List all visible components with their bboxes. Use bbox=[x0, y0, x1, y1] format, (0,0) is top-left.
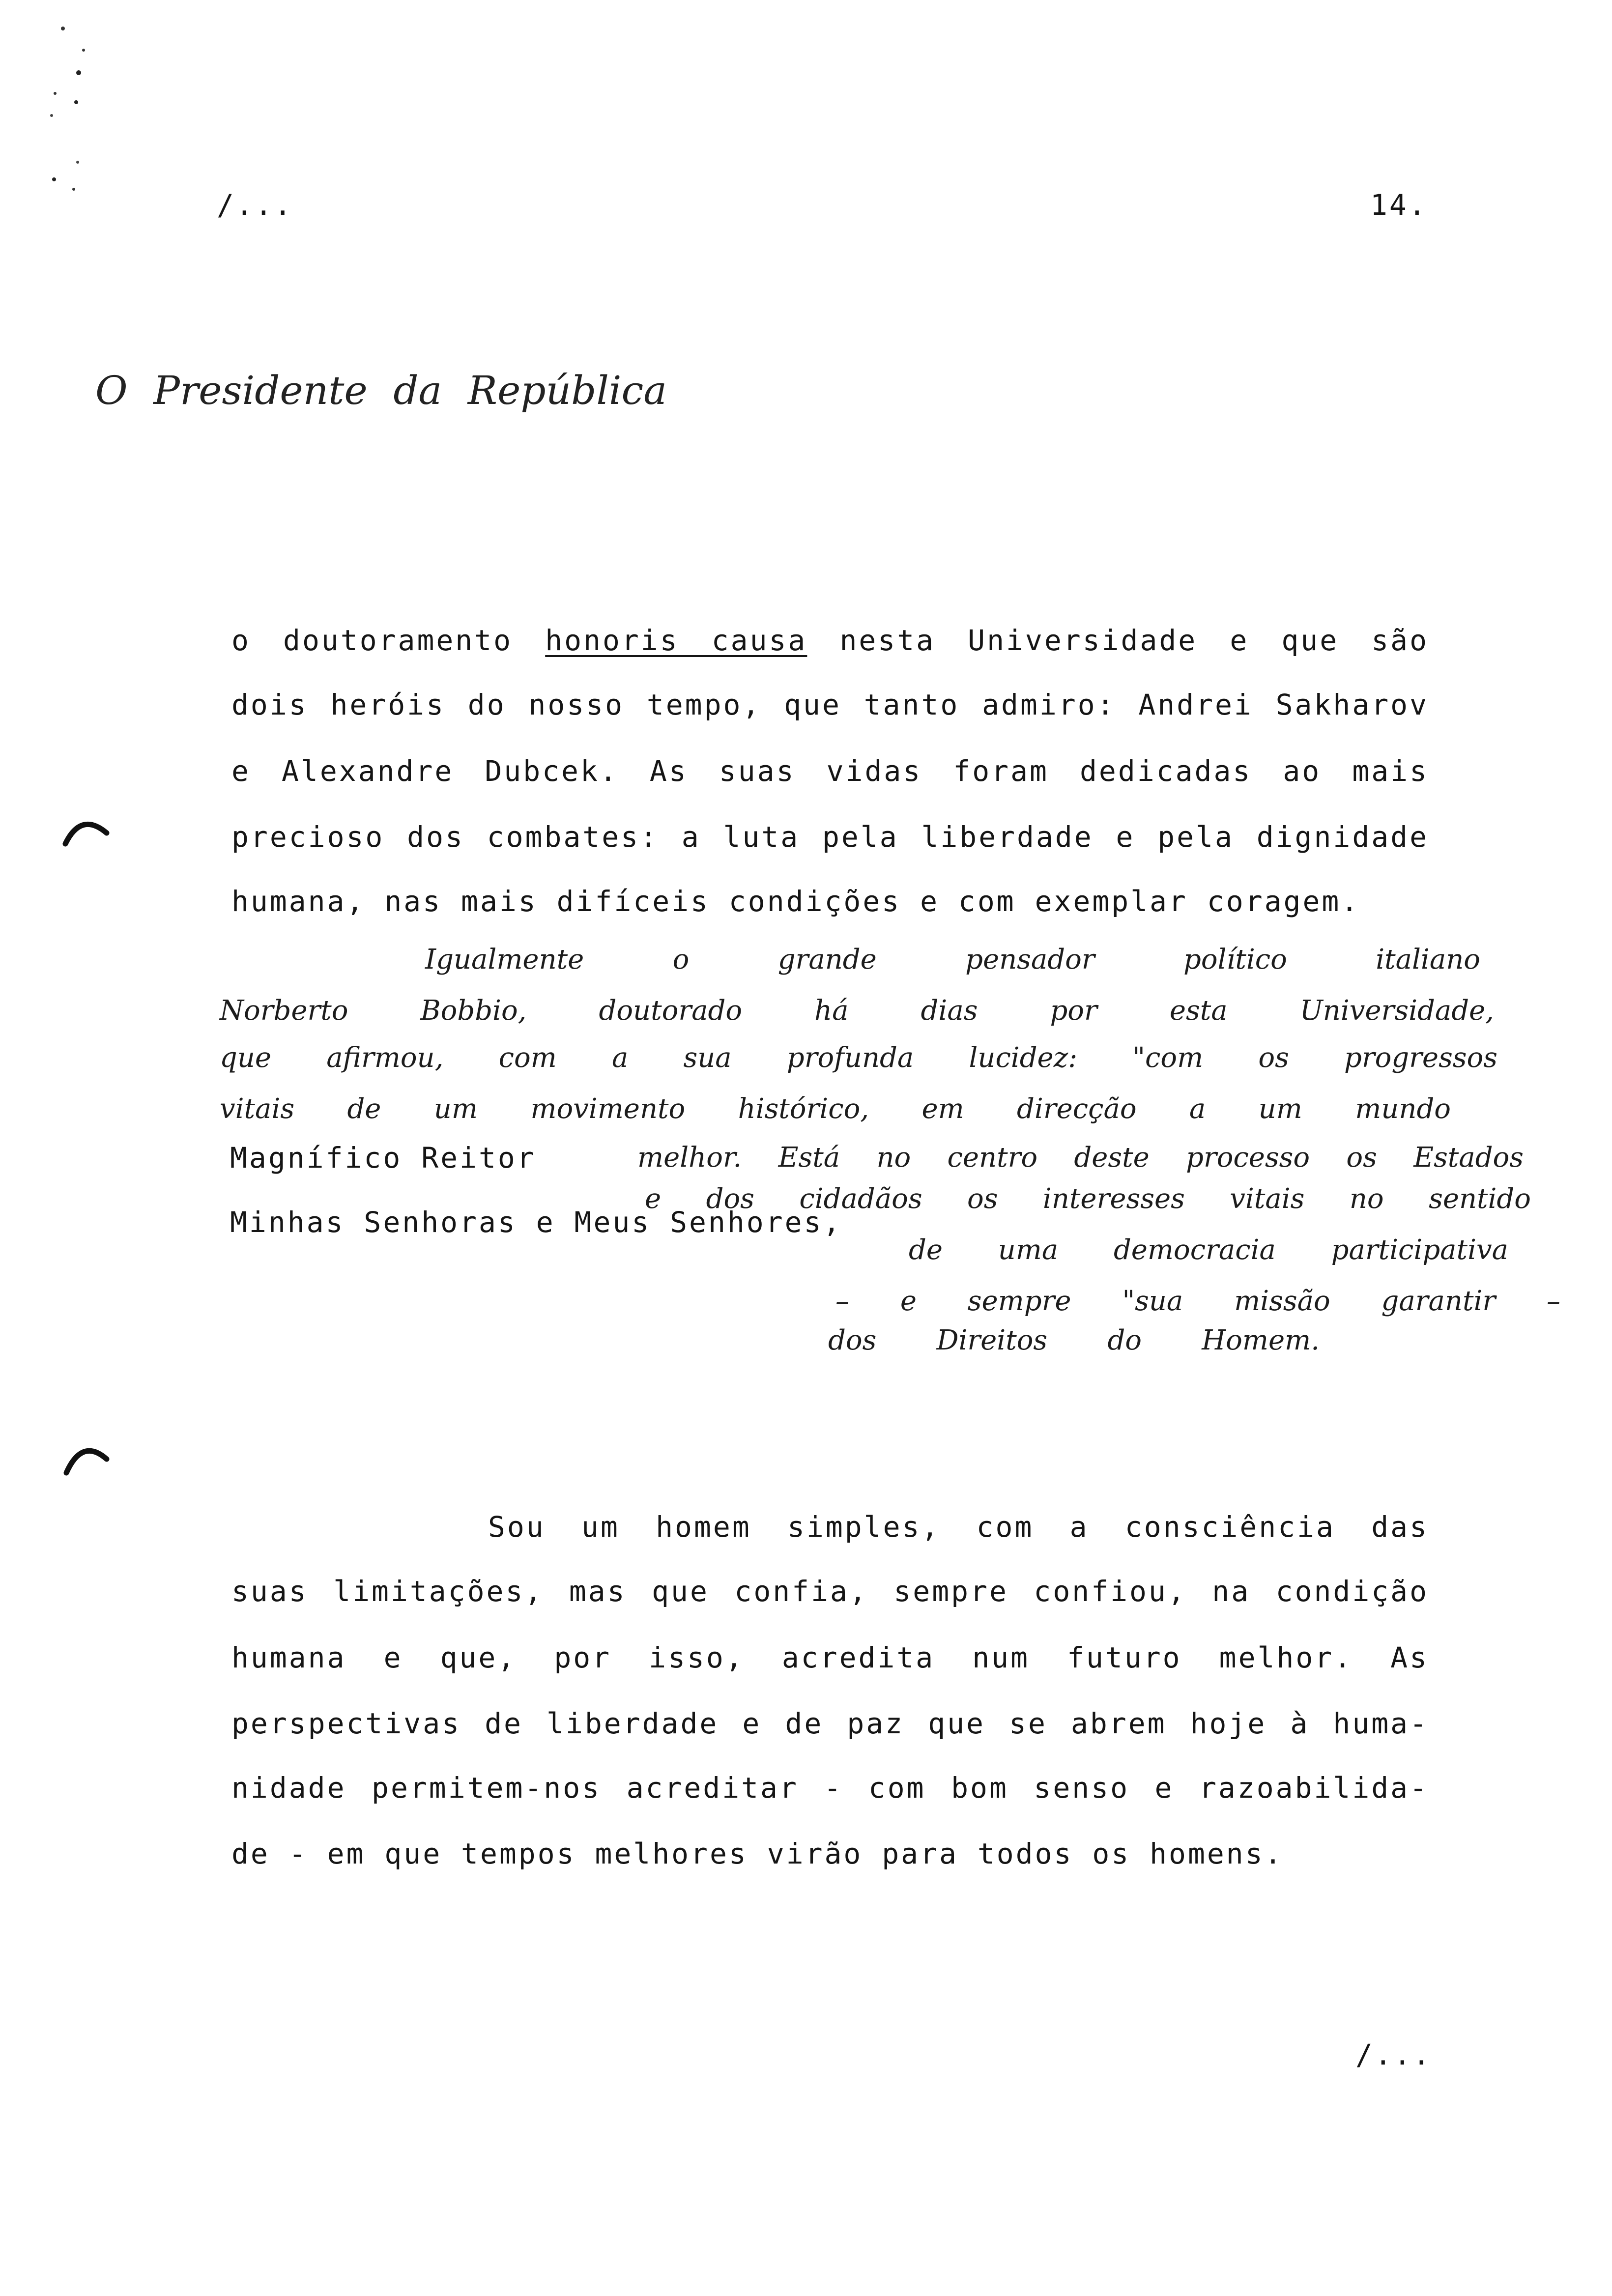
handwritten-line: e dos cidadãos os interesses vitais no sentido bbox=[645, 1183, 1531, 1215]
salutation-line: Magnífico Reitor bbox=[230, 1141, 536, 1175]
paragraph1-line: precioso dos combates: a luta pela liberdade e pela dignidade bbox=[231, 820, 1429, 854]
continuation-mark-top: /... bbox=[217, 188, 293, 222]
speck bbox=[54, 92, 57, 95]
salutation-line: Minhas Senhoras e Meus Senhores, bbox=[230, 1205, 842, 1239]
speck bbox=[76, 70, 81, 75]
paragraph2-line: nidade permitem-nos acreditar - com bom senso e razoabilida- bbox=[231, 1771, 1429, 1805]
punch-mark-arc bbox=[66, 1451, 107, 1473]
speck bbox=[50, 114, 53, 117]
handwritten-line: que afirmou, com a sua profunda lucidez: "com os progressos bbox=[220, 1042, 1497, 1074]
paragraph2-line: perspectivas de liberdade e de paz que se abrem hoje à huma- bbox=[231, 1707, 1429, 1740]
paragraph2-line: de - em que tempos melhores virão para todos os homens. bbox=[231, 1837, 1284, 1870]
speck bbox=[74, 100, 78, 104]
handwritten-line: melhor. Está no centro deste processo os Estados bbox=[637, 1142, 1524, 1174]
text-segment: nesta Universidade e que são bbox=[807, 624, 1429, 657]
speck bbox=[76, 161, 79, 164]
handwritten-line: de uma democracia participativa bbox=[909, 1234, 1508, 1266]
paragraph2-line: suas limitações, mas que confia, sempre confiou, na condição bbox=[231, 1575, 1429, 1608]
page-number: 14. bbox=[1370, 188, 1428, 222]
speck bbox=[61, 27, 65, 30]
speck bbox=[72, 188, 75, 191]
paragraph1-line bbox=[231, 623, 1429, 658]
letterhead: O Presidente da República bbox=[95, 368, 667, 413]
scan-specks bbox=[29, 15, 98, 211]
underlined-phrase: honoris causa bbox=[545, 624, 807, 657]
handwritten-line: dos Direitos do Homem. bbox=[828, 1324, 1320, 1356]
handwritten-line: vitais de um movimento histórico, em direcção a um mundo bbox=[220, 1093, 1451, 1125]
paragraph1-line: humana, nas mais difíceis condições e com exemplar coragem. bbox=[231, 885, 1360, 918]
handwritten-line: Igualmente o grande pensador político italiano bbox=[425, 944, 1480, 976]
punch-mark-arc bbox=[65, 824, 107, 844]
text-segment: o doutoramento bbox=[231, 624, 546, 657]
speck bbox=[82, 49, 85, 52]
speck bbox=[52, 177, 56, 181]
continuation-mark-bottom: /... bbox=[1355, 2038, 1432, 2071]
paragraph1-line: e Alexandre Dubcek. As suas vidas foram dedicadas ao mais bbox=[231, 754, 1429, 788]
punch-mark bbox=[61, 813, 111, 848]
paragraph2-line: humana e que, por isso, acredita num futuro melhor. As bbox=[231, 1641, 1429, 1674]
punch-mark bbox=[61, 1437, 111, 1477]
handwritten-line: Norberto Bobbio, doutorado há dias por esta Universidade, bbox=[220, 995, 1494, 1027]
paragraph2-line: Sou um homem simples, com a consciência das bbox=[488, 1510, 1429, 1544]
handwritten-line: – e sempre "sua missão garantir – bbox=[835, 1285, 1560, 1317]
paragraph1-line: dois heróis do nosso tempo, que tanto admiro: Andrei Sakharov bbox=[231, 688, 1429, 721]
